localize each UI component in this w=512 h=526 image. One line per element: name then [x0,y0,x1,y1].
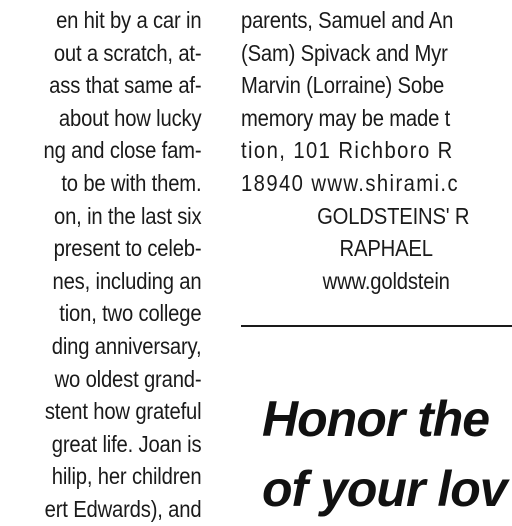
text-line: hilip, her children [51,463,201,490]
text-line: on, in the last six [53,202,202,229]
text-line: about how lucky [58,104,202,131]
ad-headline-line-2: of your lov [262,461,507,517]
text-line: ert Edwards), and [44,495,201,522]
text-line: tion, two college [58,300,201,327]
text-line: ass that same af- [48,72,202,99]
text-line: stent how grateful [44,398,202,425]
text-line: present to celeb- [53,235,202,262]
text-line: out a scratch, at- [53,39,201,66]
section-divider [241,325,512,327]
text-line: memory may be made t [241,104,451,131]
ad-headline-line-1: Honor the [262,391,490,447]
text-line: (Sam) Spivack and Myr [241,39,448,66]
text-line: tion, 101 Richboro R [241,137,454,164]
text-line: nes, including an [52,267,202,294]
text-line: great life. Joan is [51,430,201,457]
funeral-home-website: www.goldstein [322,267,450,294]
text-line: wo oldest grand- [54,365,202,392]
text-line: Marvin (Lorraine) Sobe [241,72,445,99]
obituary-text-left-column [43,4,201,526]
text-line: to be with them. [60,169,202,196]
text-line: en hit by a car in [55,7,202,33]
text-line: ng and close fam- [43,137,201,164]
funeral-home-name: GOLDSTEINS' R [317,202,470,229]
obituary-text-right-column [241,4,512,297]
text-line: 18940 www.shirami.c [241,169,459,196]
funeral-home-subtitle: RAPHAEL [339,235,433,262]
text-line: ding anniversary, [51,332,201,359]
text-line: parents, Samuel and An [241,7,454,33]
